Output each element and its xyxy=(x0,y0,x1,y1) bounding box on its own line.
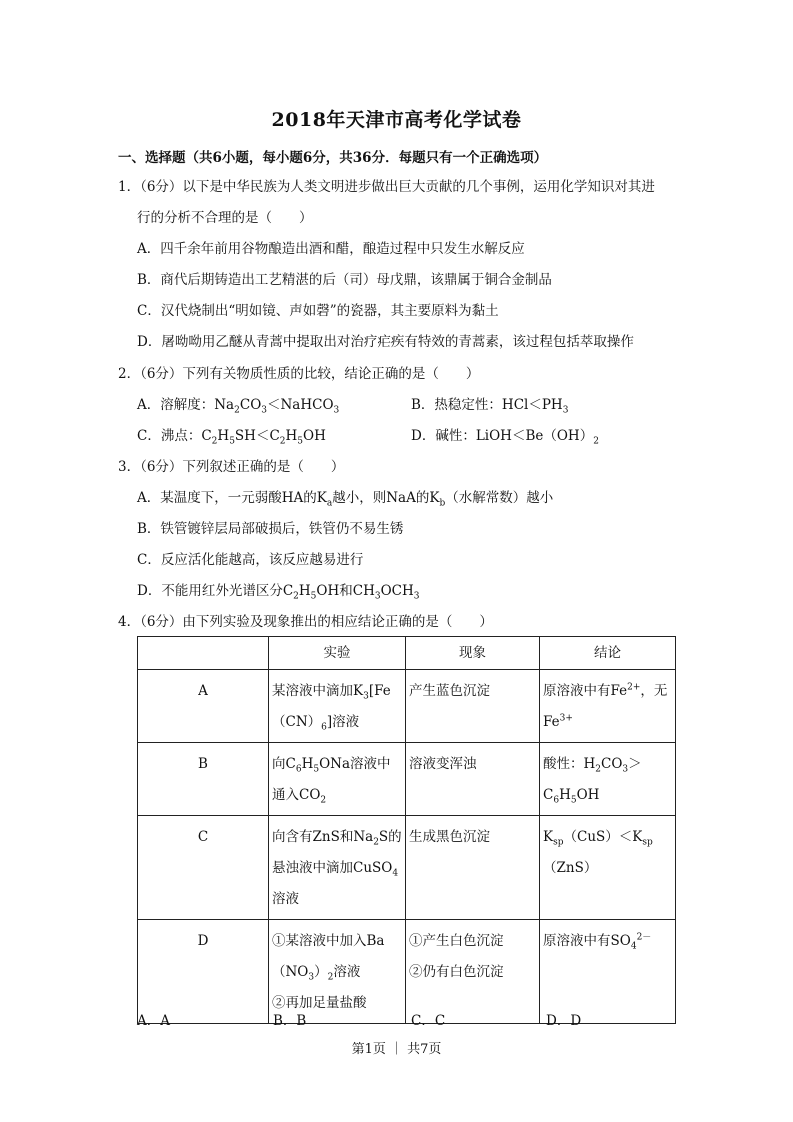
row-label: B xyxy=(138,743,269,816)
q4-option-a: A．A xyxy=(137,1013,170,1029)
phenomenon-cell: ①产生白色沉淀 ②仍有白色沉淀 xyxy=(406,920,540,1024)
conclusion-cell: 原溶液中有$Fe^{2+}$，无$Fe^{3+}$ xyxy=(540,670,676,743)
conclusion-cell: $K_{sp}(CuS)<K_{sp}(ZnS)$ xyxy=(540,816,676,920)
q4-option-b: B．B xyxy=(273,1013,307,1029)
experiment-cell: ①某溶液中加入$Ba(NO_3)_2$溶液 ②再加足量盐酸 xyxy=(269,920,406,1024)
section-heading: 一、选择题（共6小题，每小题6分，共36分．每题只有一个正确选项） xyxy=(118,150,548,166)
q2-stem: 2．（6分）下列有关物质性质的比较，结论正确的是（ ） xyxy=(118,366,480,382)
phenomenon-cell: 产生蓝色沉淀 xyxy=(406,670,540,743)
q1-option-a: A．四千余年前用谷物酿造出酒和醋，酿造过程中只发生水解反应 xyxy=(137,241,525,257)
conclusion-cell: 原溶液中有$SO_4^{2-}$ xyxy=(540,920,676,1024)
phenomenon-cell: 溶液变浑浊 xyxy=(406,743,540,816)
q1-option-c: C．汉代烧制出“明如镜、声如磬”的瓷器，其主要原料为黏土 xyxy=(137,303,499,319)
q4-option-c: C．C xyxy=(411,1013,446,1029)
experiment-table xyxy=(137,636,676,1024)
page-footer: 第1页 ｜ 共7页 xyxy=(351,1042,442,1057)
experiment-cell: 向含有ZnS和$Na_2S$的悬浊液中滴加CuSO$_4$溶液 xyxy=(269,816,406,920)
experiment-cell: 某溶液中滴加$K_3[Fe(CN)_6]$溶液 xyxy=(269,670,406,743)
q3-option-b: B．铁管镀锌层局部破损后，铁管仍不易生锈 xyxy=(137,521,404,537)
table-header-row xyxy=(138,637,676,670)
table-row xyxy=(138,743,676,816)
conclusion-cell: 酸性：$H_2CO_3>C_6H_5OH$ xyxy=(540,743,676,816)
table-header-cell: 实验 xyxy=(269,637,406,670)
q1-option-b: B．商代后期铸造出工艺精湛的后（司）母戊鼎，该鼎属于铜合金制品 xyxy=(137,272,552,288)
row-label: D xyxy=(138,920,269,1024)
q1-stem-line2: 行的分析不合理的是（ ） xyxy=(137,210,313,226)
q4-stem: 4．（6分）由下列实验及现象推出的相应结论正确的是（ ） xyxy=(118,614,493,630)
q1-option-d: D．屠呦呦用乙醚从青蒿中提取出对治疗疟疾有特效的青蒿素，该过程包括萃取操作 xyxy=(137,334,634,350)
q3-option-c: C．反应活化能越高，该反应越易进行 xyxy=(137,552,364,568)
q2-option-c: C．沸点：$C_2H_5SH<C_2H_5OH$ xyxy=(137,428,326,447)
table-header-cell xyxy=(138,637,269,670)
phenomenon-cell: 生成黑色沉淀 xyxy=(406,816,540,920)
q2-option-a: A．溶解度：$Na_2CO_3<NaHCO_3$ xyxy=(137,397,340,416)
row-label: A xyxy=(138,670,269,743)
q3-option-a: A．某温度下，一元弱酸HA的$K_a$越小，则NaA的$K_b$（水解常数）越小 xyxy=(137,490,554,509)
q4-option-d: D．D xyxy=(546,1013,582,1029)
table-row xyxy=(138,920,676,1024)
experiment-cell: 向$C_6H_5ONa$溶液中通入$CO_2$ xyxy=(269,743,406,816)
q3-option-d: D．不能用红外光谱区分$C_2H_5OH$和$CH_3OCH_3$ xyxy=(137,583,420,602)
page-title: 2018年天津市高考化学试卷 xyxy=(271,109,522,131)
row-label: C xyxy=(138,816,269,920)
q1-stem-line1: 1．（6分）以下是中华民族为人类文明进步做出巨大贡献的几个事例，运用化学知识对其进 xyxy=(118,179,655,195)
q2-option-b: B．热稳定性：$HCl<PH_3$ xyxy=(411,397,569,416)
table-header-cell: 现象 xyxy=(406,637,540,670)
table-row xyxy=(138,816,676,920)
q2-option-d: D．碱性：$LiOH<Be(OH)_2$ xyxy=(411,428,599,447)
q3-stem: 3．（6分）下列叙述正确的是（ ） xyxy=(118,459,345,475)
table-row xyxy=(138,670,676,743)
table-header-cell: 结论 xyxy=(540,637,676,670)
